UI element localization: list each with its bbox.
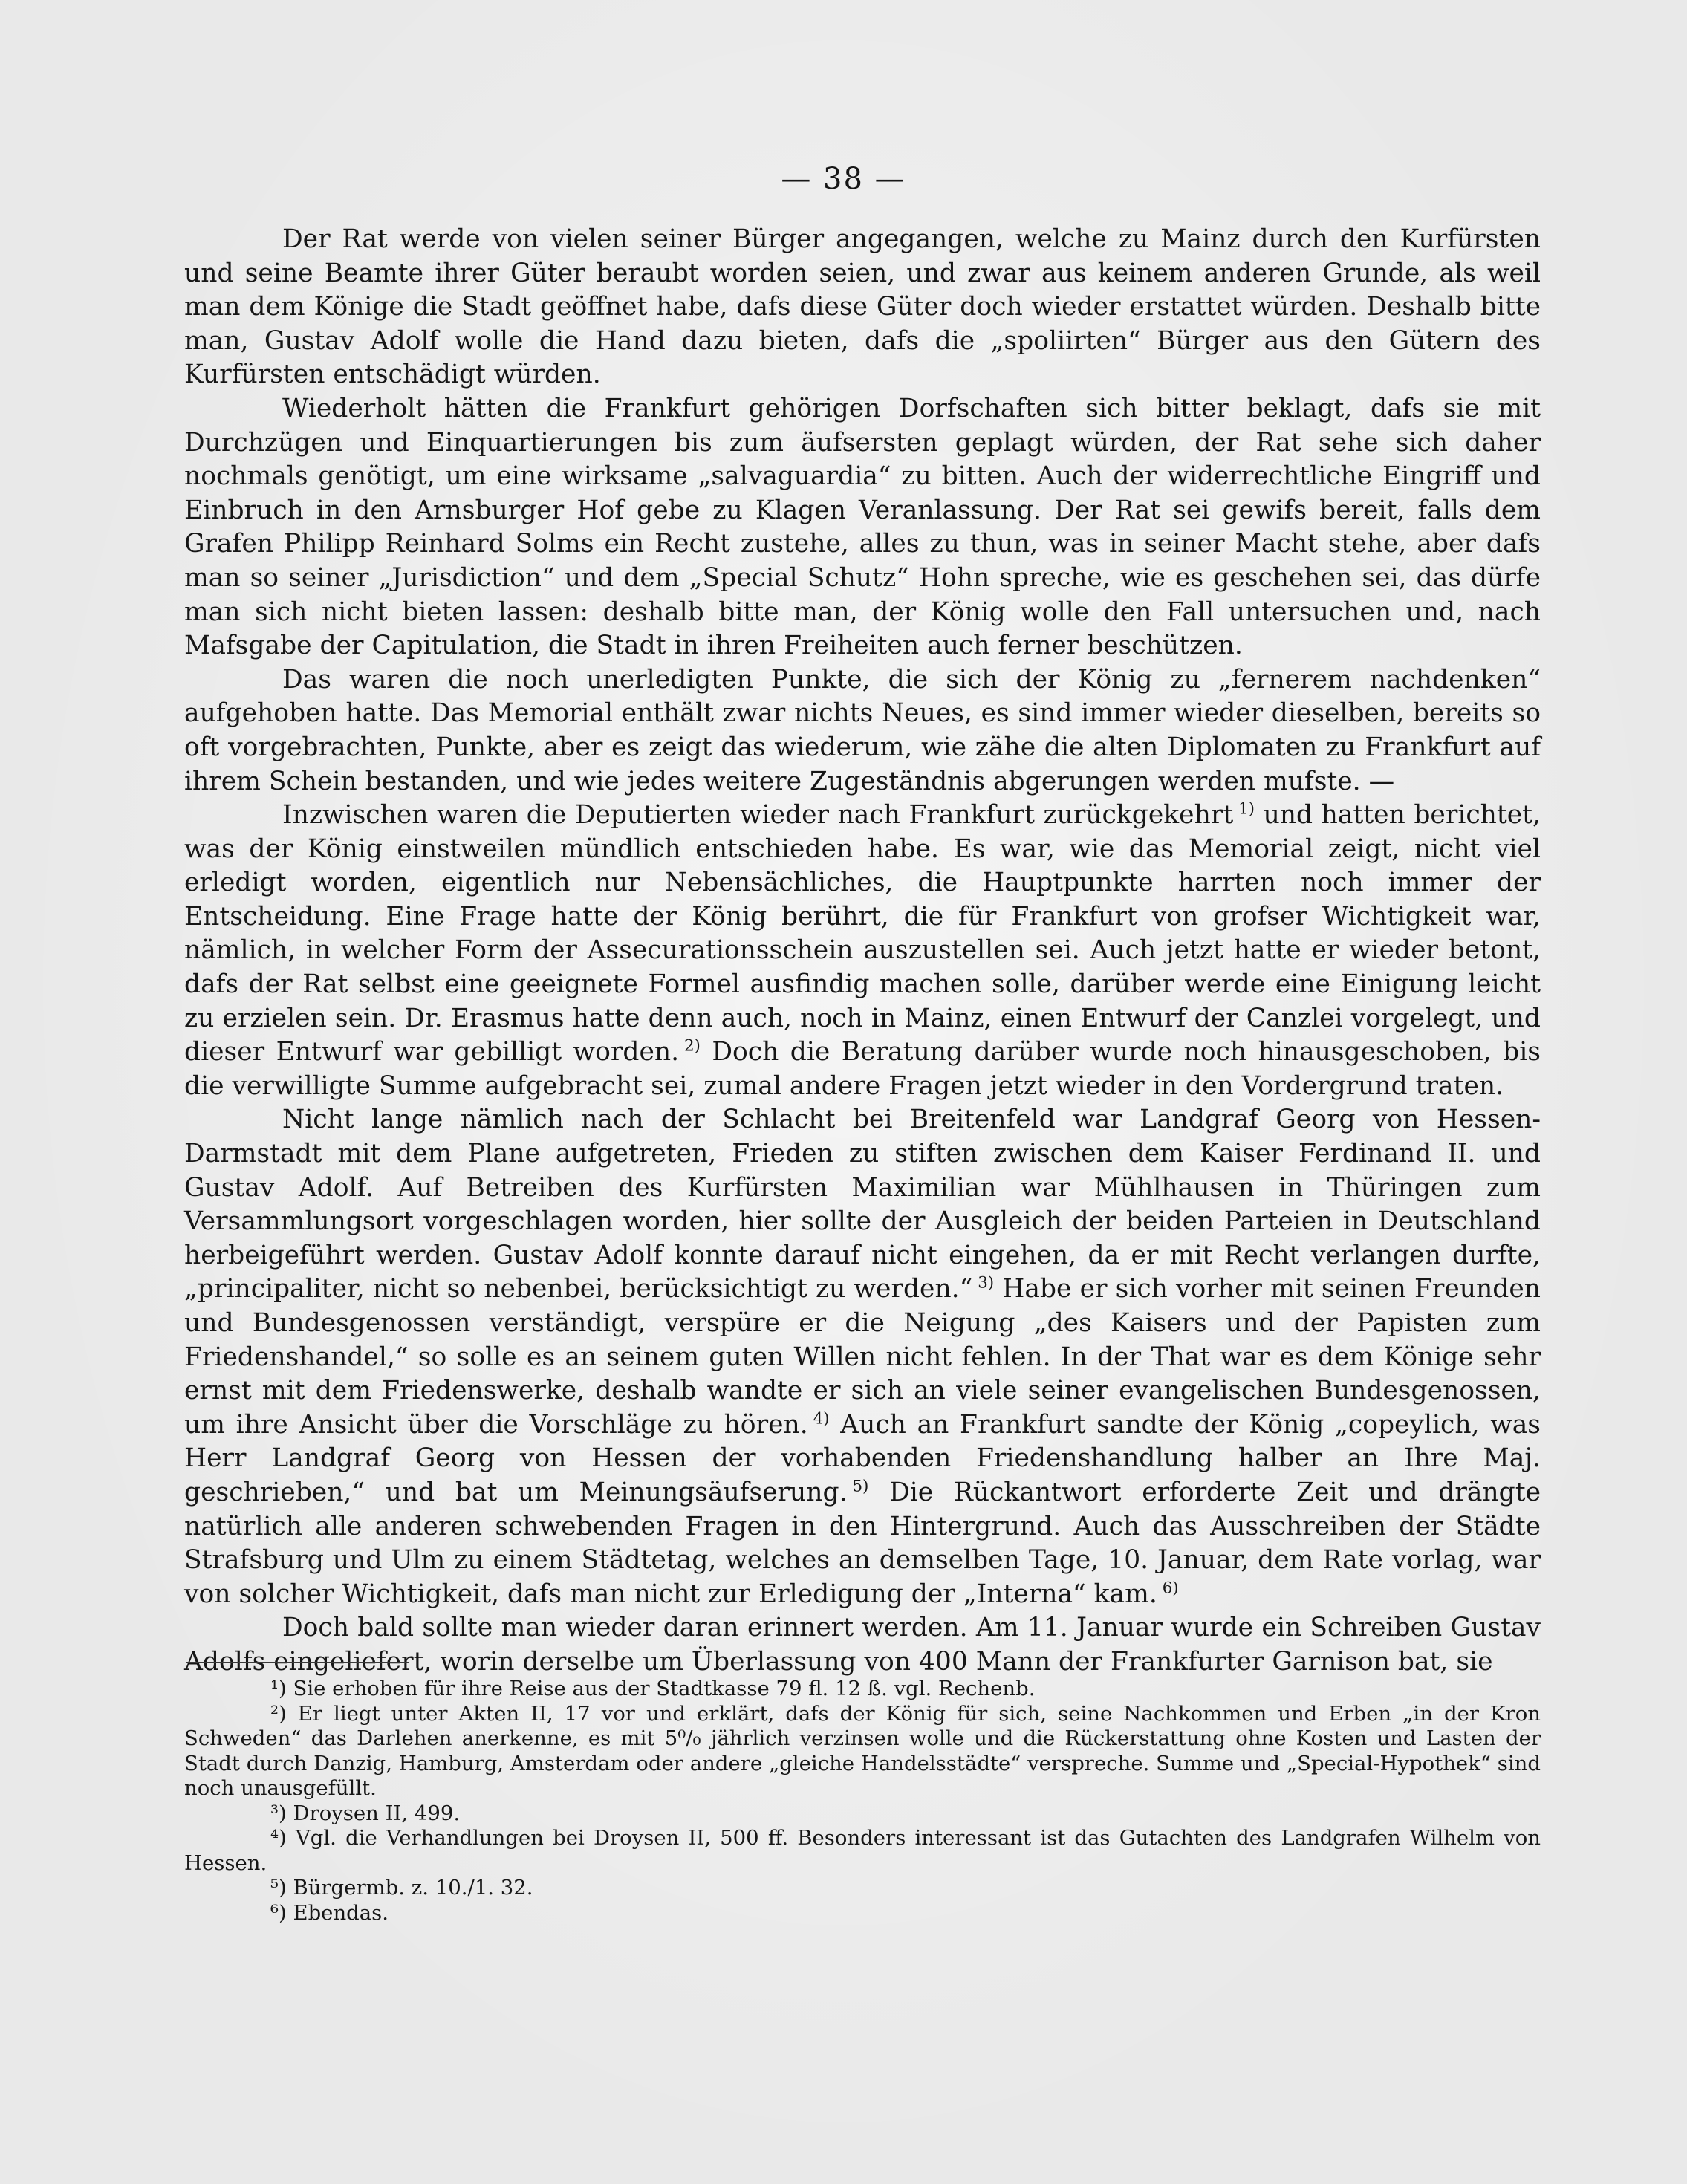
paragraph-5-part-2: Habe er sich vorher mit seinen Freunden und Bundesgenossen verständigt, verspüre er die Neigung „des Kaisers und der Papisten zum Friedenshandel,“ so solle es an seinem guten Willen nicht fehlen. In der That war es dem Könige sehr ernst mit dem Friedenswerke, deshalb wandte er sich an viele seiner evangelischen Bundesgenossen, um ihre Ansicht über die Vorschläge zu hören.	[184, 1274, 1541, 1440]
paragraph-1: Der Rat werde von vielen seiner Bürger angegangen, welche zu Mainz durch den Kurfürsten und seine Beamte ihrer Güter beraubt worden seien, und zwar aus keinem anderen Grunde, als weil man dem Könige die Stadt geöffnet habe, dafs diese Güter doch wieder erstattet würden. Deshalb bitte man, Gustav Adolf wolle die Hand dazu bieten, dafs die „spoliirten“ Bürger aus den Gütern des Kurfürsten entschädigt würden.	[184, 224, 1541, 390]
page-number: — 38 —	[781, 162, 906, 196]
footnote-ref-5: 5)	[852, 1477, 869, 1496]
footnote-ref-6: 6)	[1162, 1579, 1179, 1598]
paragraph-4-part-2: und hatten berichtet, was der König einstweilen mündlich entschieden habe. Es war, wie das Memorial zeigt, nicht viel erledigt worden, eigentlich nur Nebensächliches, die Hauptpunkte harrten noch immer der Entscheidung. Eine Frage hatte der König berührt, die für Frankfurt von grofser Wichtigkeit war, nämlich, in welcher Form der Assecurationsschein auszustellen sei. Auch jetzt hatte er wieder betont, dafs der Rat selbst eine geeignete Formel ausfindig machen solle, darüber werde eine Einigung leicht zu erzielen sein. Dr. Erasmus hatte denn auch, noch in Mainz, einen Entwurf der Canzlei vorgelegt, und dieser Entwurf war gebilligt worden.	[184, 800, 1541, 1067]
footnote-ref-4: 4)	[813, 1409, 830, 1429]
paragraph-5-part-3: Auch an Frankfurt sandte der König „copeylich, was Herr Landgraf Georg von Hessen der vorhabenden Friedenshandlung halber an Ihre Maj. geschrieben,“ und bat um Meinungsäufserung.	[184, 1409, 1541, 1507]
footnote-3: ³) Droysen II, 499.	[270, 1801, 461, 1825]
footnote-5: ⁵) Bürgermb. z. 10./1. 32.	[270, 1876, 533, 1899]
paragraph-3: Das waren die noch unerledigten Punkte, die sich der König zu „fernerem nachdenken“ aufgehoben hatte. Das Memorial enthält zwar nichts Neues, es sind immer wieder dieselben, bereits so oft vorgebrachten, Punkte, aber es zeigt das wiederum, wie zähe die alten Diplomaten zu Frankfurt auf ihrem Schein bestanden, und wie jedes weitere Zugeständnis abgerungen werden mufste. —	[184, 664, 1541, 796]
footnote-2: ²) Er liegt unter Akten II, 17 vor und erklärt, dafs der König für sich, seine Nachkommen und Erben „in der Kron Schweden“ das Darlehen anerkenne, es mit 5⁰/₀ jährlich verzinsen wolle und die Rückerstattung ohne Kosten und Lasten der Stadt durch Danzig, Hamburg, Amsterdam oder andere „gleiche Handelsstädte“ verspreche. Summe und „Special-Hypothek“ sind noch unausgefüllt.	[184, 1701, 1541, 1800]
footnote-separator	[186, 1662, 409, 1663]
paragraph-5	[184, 1103, 1541, 1611]
footnote-6: ⁶) Ebendas.	[270, 1900, 389, 1925]
footnote-ref-1: 1)	[1238, 799, 1255, 819]
paragraph-2: Wiederholt hätten die Frankfurt gehörigen Dorfschaften sich bitter beklagt, dafs sie mit Durchzügen und Einquartierungen bis zum äufsersten geplagt würden, der Rat sehe sich daher nochmals genötigt, um eine wirksame „salvaguardia“ zu bitten. Auch der widerrechtliche Eingriff und Einbruch in den Arnsburger Hof gebe zu Klagen Veranlassung. Der Rat sei gewifs bereit, falls dem Grafen Philipp Reinhard Solms ein Recht zustehe, alles zu thun, was in seiner Macht stehe, aber dafs man so seiner „Jurisdiction“ und dem „Special Schutz“ Hohn spreche, wie es geschehen sei, das dürfe man sich nicht bieten lassen: deshalb bitte man, der König wolle den Fall untersuchen und, nach Mafsgabe der Capitulation, die Stadt in ihren Freiheiten auch ferner beschützen.	[184, 393, 1541, 661]
paragraph-4	[184, 799, 1541, 1103]
paragraph-4-part-3: Doch die Beratung darüber wurde noch hinausgeschoben, bis die verwilligte Summe aufgebracht sei, zumal andere Fragen jetzt wieder in den Vordergrund traten.	[184, 1037, 1541, 1101]
footnotes	[184, 1677, 1541, 1925]
main-text	[184, 223, 1541, 1680]
footnote-4: ⁴) Vgl. die Verhandlungen bei Droysen II, 500 ff. Besonders interessant ist das Gutachten des Landgrafen Wilhelm von Hessen.	[184, 1826, 1541, 1875]
footnote-1: ¹) Sie erhoben für ihre Reise aus der Stadtkasse 79 fl. 12 ß. vgl. Rechenb.	[270, 1677, 1036, 1700]
paragraph-4-part-1: Inzwischen waren die Deputierten wieder nach Frankfurt zurückgekehrt	[282, 800, 1234, 831]
footnote-ref-3: 3)	[978, 1273, 995, 1293]
footnote-ref-2: 2)	[683, 1036, 701, 1056]
paragraph-5-part-1: Nicht lange nämlich nach der Schlacht bei Breitenfeld war Landgraf Georg von Hessen-Darmstadt mit dem Plane aufgetreten, Frieden zu stiften zwischen dem Kaiser Ferdinand II. und Gustav Adolf. Auf Betreiben des Kurfürsten Maximilian war Mühlhausen in Thüringen zum Versammlungsort vorgeschlagen worden, hier sollte der Ausgleich der beiden Parteien in Deutschland herbeigeführt werden. Gustav Adolf konnte darauf nicht eingehen, da er mit Recht verlangen durfte, „principaliter, nicht so nebenbei, berücksichtigt zu werden.“	[184, 1105, 1541, 1304]
paragraph-6: Doch bald sollte man wieder daran erinnert werden. Am 11. Januar wurde ein Schreiben Gustav Adolfs eingeliefert, worin derselbe um Überlassung von 400 Mann der Frankfurter Garnison bat, sie	[184, 1613, 1541, 1677]
paragraph-5-part-4: Die Rückantwort erforderte Zeit und drängte natürlich alle anderen schwebenden Fragen in den Hintergrund. Auch das Ausschreiben der Städte Strafsburg und Ulm zu einem Städtetag, welches an demselben Tage, 10. Januar, dem Rate vorlag, war von solcher Wichtigkeit, dafs man nicht zur Erledigung der „Interna“ kam.	[184, 1477, 1541, 1609]
